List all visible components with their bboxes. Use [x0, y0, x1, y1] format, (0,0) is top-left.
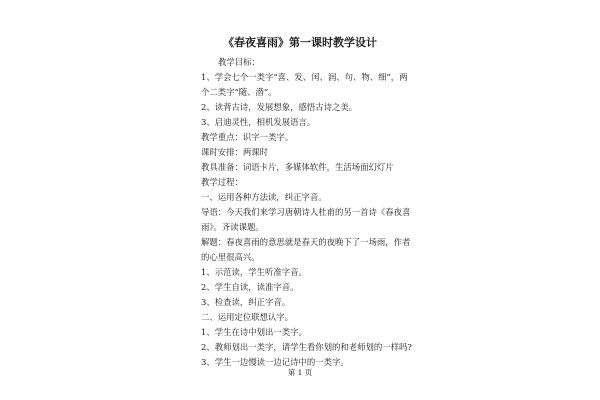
step-line: 2、教师划出一类字，请学生看你划的和老师划的一样吗? [201, 342, 412, 352]
page-number: 第 1 页 [287, 368, 313, 377]
step-line: 1、示范读，学生听准字音。 [201, 267, 307, 277]
step-line: 3、检查读，纠正字音。 [201, 297, 291, 307]
body-line: 解题：春夜喜雨的意思就是春天的夜晚下了一场雨，作者 [201, 237, 411, 247]
section-heading-process: 教学过程： [201, 177, 243, 187]
body-line: 的心里很高兴。 [201, 252, 260, 262]
step-line: 1、学生在诗中划出一类字。 [201, 327, 307, 337]
schedule-line: 课时安排：两课时 [201, 147, 268, 157]
process-heading: 一、运用各种方法读，纠正字音。 [201, 192, 327, 202]
key-point-line: 教学重点：识字一类字。 [201, 132, 294, 142]
objective-line: 3、启迪灵性，相机发展语言。 [201, 117, 316, 127]
step-line: 2、学生自读，读准字音。 [201, 282, 299, 292]
step-line: 3、学生一边慢读一边记诗中的一类字。 [201, 357, 349, 367]
objective-line: 个二类字“随、潜”。 [201, 87, 277, 97]
materials-line: 教具准备：词语卡片，多媒体软件，生活场面幻灯片 [201, 162, 394, 172]
objective-line: 1、学会七个一类字“喜、发、闰、润、句、物、细”，两 [201, 72, 408, 82]
body-line: 雨》。齐读课题。 [201, 222, 264, 232]
objective-line: 2、读背古诗，发展想象，感悟古诗之美。 [201, 102, 358, 112]
document-title: 《春夜喜雨》第一课时教学设计 [223, 36, 377, 49]
section-heading-objectives: 教学目标： [218, 57, 260, 67]
process-heading: 二、运用定位联想认字。 [201, 312, 294, 322]
body-line: 导语：今天我们来学习唐朝诗人杜甫的另一首诗《春夜喜 [201, 207, 411, 217]
